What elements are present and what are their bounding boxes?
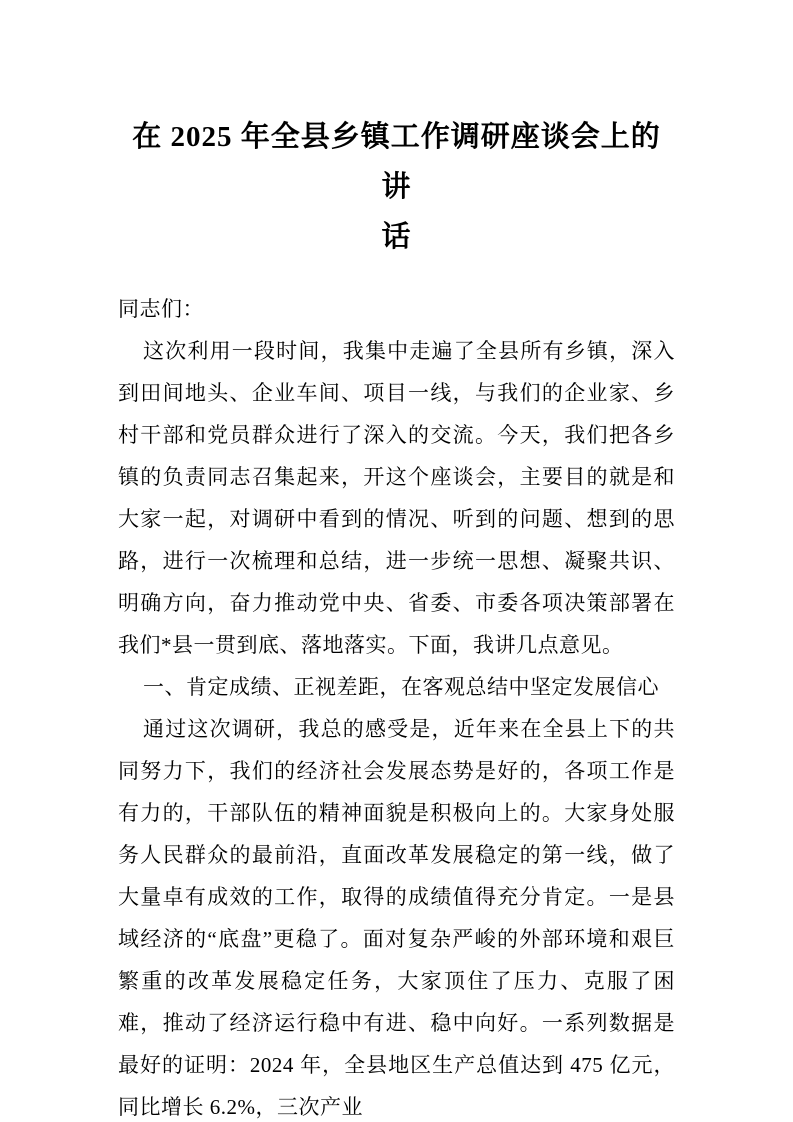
document-title <box>118 112 675 262</box>
document-title-line-1: 在 2025 年全县乡镇工作调研座谈会上的讲 <box>132 121 661 203</box>
paragraph-section-body: 通过这次调研，我总的感受是，近年来在全县上下的共同努力下，我们的经济社会发展态势是好的，各项工作是有力的，干部队伍的精神面貌是积极向上的。大家身处服务人民群众的最前沿，直面改革发展稳定的第一线，做了大量卓有成效的工作，取得的成绩值得充分肯定。一是县域经济的“底盘”更稳了。面对复杂严峻的外部环境和艰巨繁重的改革发展稳定任务，大家顶住了压力、克服了困难，推动了经济运行稳中有进、稳中向好。一系列数据是最好的证明：2024 年，全县地区生产总值达到 475 亿元，同比增长 6.2%，三次产业 <box>118 717 675 1119</box>
paragraph-section-heading: 一、肯定成绩、正视差距，在客观总结中坚定发展信心 <box>143 675 659 699</box>
paragraph-intro: 这次利用一段时间，我集中走遍了全县所有乡镇，深入到田间地头、企业车间、项目一线，与我们的企业家、乡村干部和党员群众进行了深入的交流。今天，我们把各乡镇的负责同志召集起来，开这个座谈会，主要目的就是和大家一起，对调研中看到的情况、听到的问题、想到的思路，进行一次梳理和总结，进一步统一思想、凝聚共识、明确方向，奋力推动党中央、省委、市委各项决策部署在我们*县一贯到底、落地落实。下面，我讲几点意见。 <box>118 339 675 657</box>
document-body <box>118 288 675 1122</box>
paragraph-salutation: 同志们： <box>118 297 204 321</box>
document-title-line-2: 话 <box>381 221 412 253</box>
